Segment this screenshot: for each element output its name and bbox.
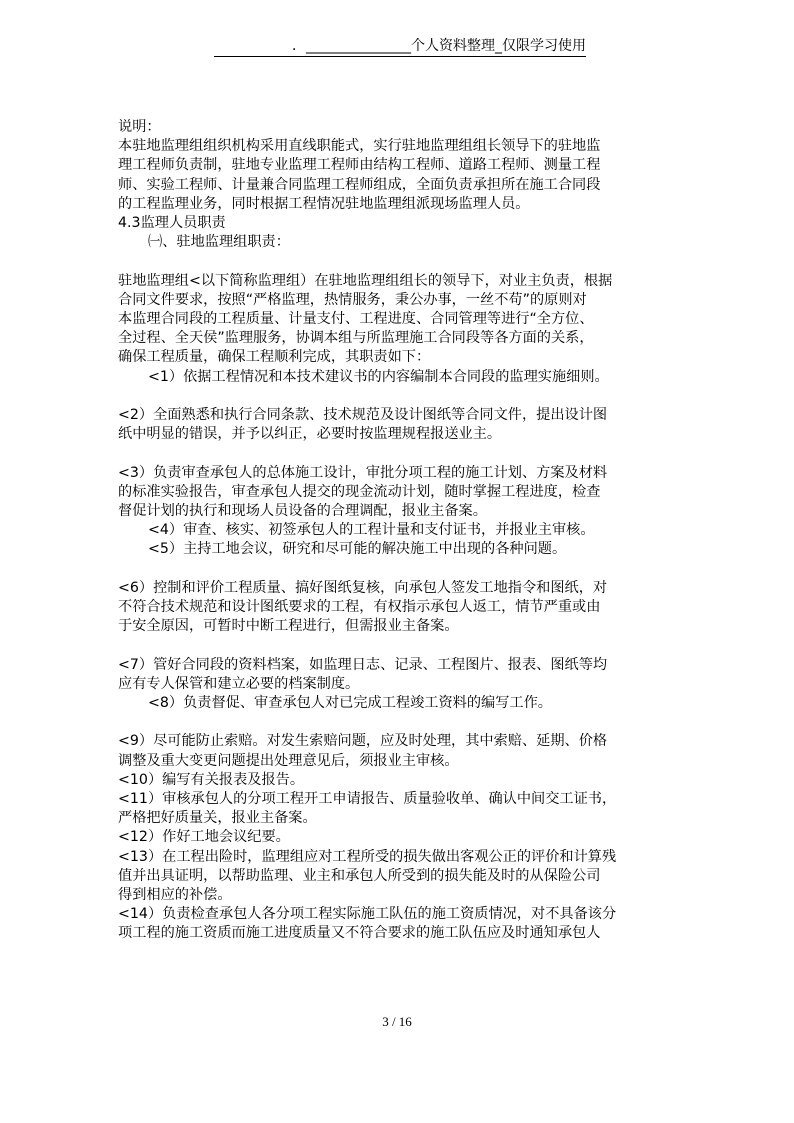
paragraph-line: 不符合技术规范和设计图纸要求的工程，有权指示承包人返工，情节严重或由	[118, 599, 601, 616]
document-body	[118, 118, 678, 944]
blank-line	[118, 387, 678, 406]
paragraph-line: 全过程、全天侯”监理服务，协调本组与所监理施工合同段等各方面的关系，	[118, 330, 594, 347]
paragraph-line: 于安全原因，可暂时中断工程进行，但需报业主备案。	[118, 618, 459, 635]
paragraph-line: 应有专人保管和建立必要的档案制度。	[118, 675, 360, 692]
paragraph-line: <9）尽可能防止索赔。对发生索赔问题，应及时处理，其中索赔、延期、价格	[118, 733, 608, 750]
paragraph-line: 值并出具证明，以帮助监理、业主和承包人所受到的损失能及时的从保险公司	[118, 867, 601, 884]
paragraph-line: <4）审查、核实、初签承包人的工程计量和支付证书，并报业主审核。	[148, 522, 595, 539]
paragraph-line: ㈠、驻地监理组职责：	[148, 234, 290, 251]
paragraph-line: <14）负责检查承包人各分项工程实际施工队伍的施工资质情况，对不具备该分	[118, 906, 617, 923]
paragraph-line: 项工程的施工资质而施工进度质量又不符合要求的施工队伍应及时通知承包人	[118, 925, 601, 942]
paragraph-line: <8）负责督促、审查承包人对已完成工程竣工资料的编写工作。	[148, 695, 552, 712]
paragraph-line: <3）负责审查承包人的总体施工设计，审批分项工程的施工计划、方案及材料	[118, 464, 608, 481]
paragraph-line: 确保工程质量，确保工程顺利完成，其职责如下：	[118, 349, 431, 366]
paragraph-line: <10）编写有关报表及报告。	[118, 771, 305, 788]
paragraph-line: <11）审核承包人的分项工程开工申请报告、质量验收单、确认中间交工证书，	[118, 791, 617, 808]
paragraph-line: <7）管好合同段的资料档案，如监理日志、记录、工程图片、报表、图纸等均	[118, 656, 608, 673]
paragraph-line: 调整及重大变更问题提出处理意见后，须报业主审核。	[118, 752, 459, 769]
paragraph-line: 理工程师负责制，驻地专业监理工程师由结构工程师、道路工程师、测量工程	[118, 157, 601, 174]
paragraph-line: <6）控制和评价工程质量、搞好图纸复核，向承包人签发工地指令和图纸，对	[118, 579, 608, 596]
paragraph-line: 师、实验工程师、计量兼合同监理工程师组成，全面负责承担所在施工合同段	[118, 176, 601, 193]
blank-line	[118, 444, 678, 463]
paragraph-line: 驻地监理组<以下简称监理组）在驻地监理组组长的领导下，对业主负责，根据	[118, 272, 613, 289]
page-header: ．_______________个人资料整理_仅限学习使用	[214, 36, 586, 57]
paragraph-line: 的工程监理业务，同时根据工程情况驻地监理组派现场监理人员。	[118, 195, 530, 212]
paragraph-line: 严格把好质量关，报业主备案。	[118, 810, 317, 827]
blank-line	[118, 636, 678, 655]
paragraph-line: 的标准实验报告，审查承包人提交的现金流动计划，随时掌握工程进度，检查	[118, 483, 601, 500]
paragraph-line: 4.3监理人员职责	[118, 215, 226, 232]
paragraph-line: 督促计划的执行和现场人员设备的合理调配，报业主备案。	[118, 503, 487, 520]
blank-line	[118, 560, 678, 579]
paragraph-line: 合同文件要求，按照“严格监理，热情服务，秉公办事，一丝不苟”的原则对	[118, 291, 587, 308]
paragraph-line: 得到相应的补偿。	[118, 887, 232, 904]
paragraph-line: <2）全面熟悉和执行合同条款、技术规范及设计图纸等合同文件，提出设计图	[118, 407, 608, 424]
paragraph-line: 本驻地监理组组织机构采用直线职能式，实行驻地监理组组长领导下的驻地监	[118, 138, 601, 155]
paragraph-line: <13）在工程出险时，监理组应对工程所受的损失做出客观公正的评价和计算残	[118, 848, 617, 865]
blank-line	[118, 713, 678, 732]
blank-line	[118, 252, 678, 271]
paragraph-line: <1）依据工程情况和本技术建议书的内容编制本合同段的监理实施细则。	[148, 368, 609, 385]
paragraph-line: <12）作好工地会议纪要。	[118, 829, 290, 846]
paragraph-line: <5）主持工地会议，研究和尽可能的解决施工中出现的各种问题。	[148, 541, 567, 558]
paragraph-line: 本监理合同段的工程质量、计量支付、工程进度、合同管理等进行“全方位、	[118, 311, 594, 328]
paragraph-line: 说明：	[118, 119, 161, 135]
page-number: 3 / 16	[382, 1014, 412, 1029]
paragraph-line: 纸中明显的错误，并予以纠正，必要时按监理规程报送业主。	[118, 426, 502, 443]
